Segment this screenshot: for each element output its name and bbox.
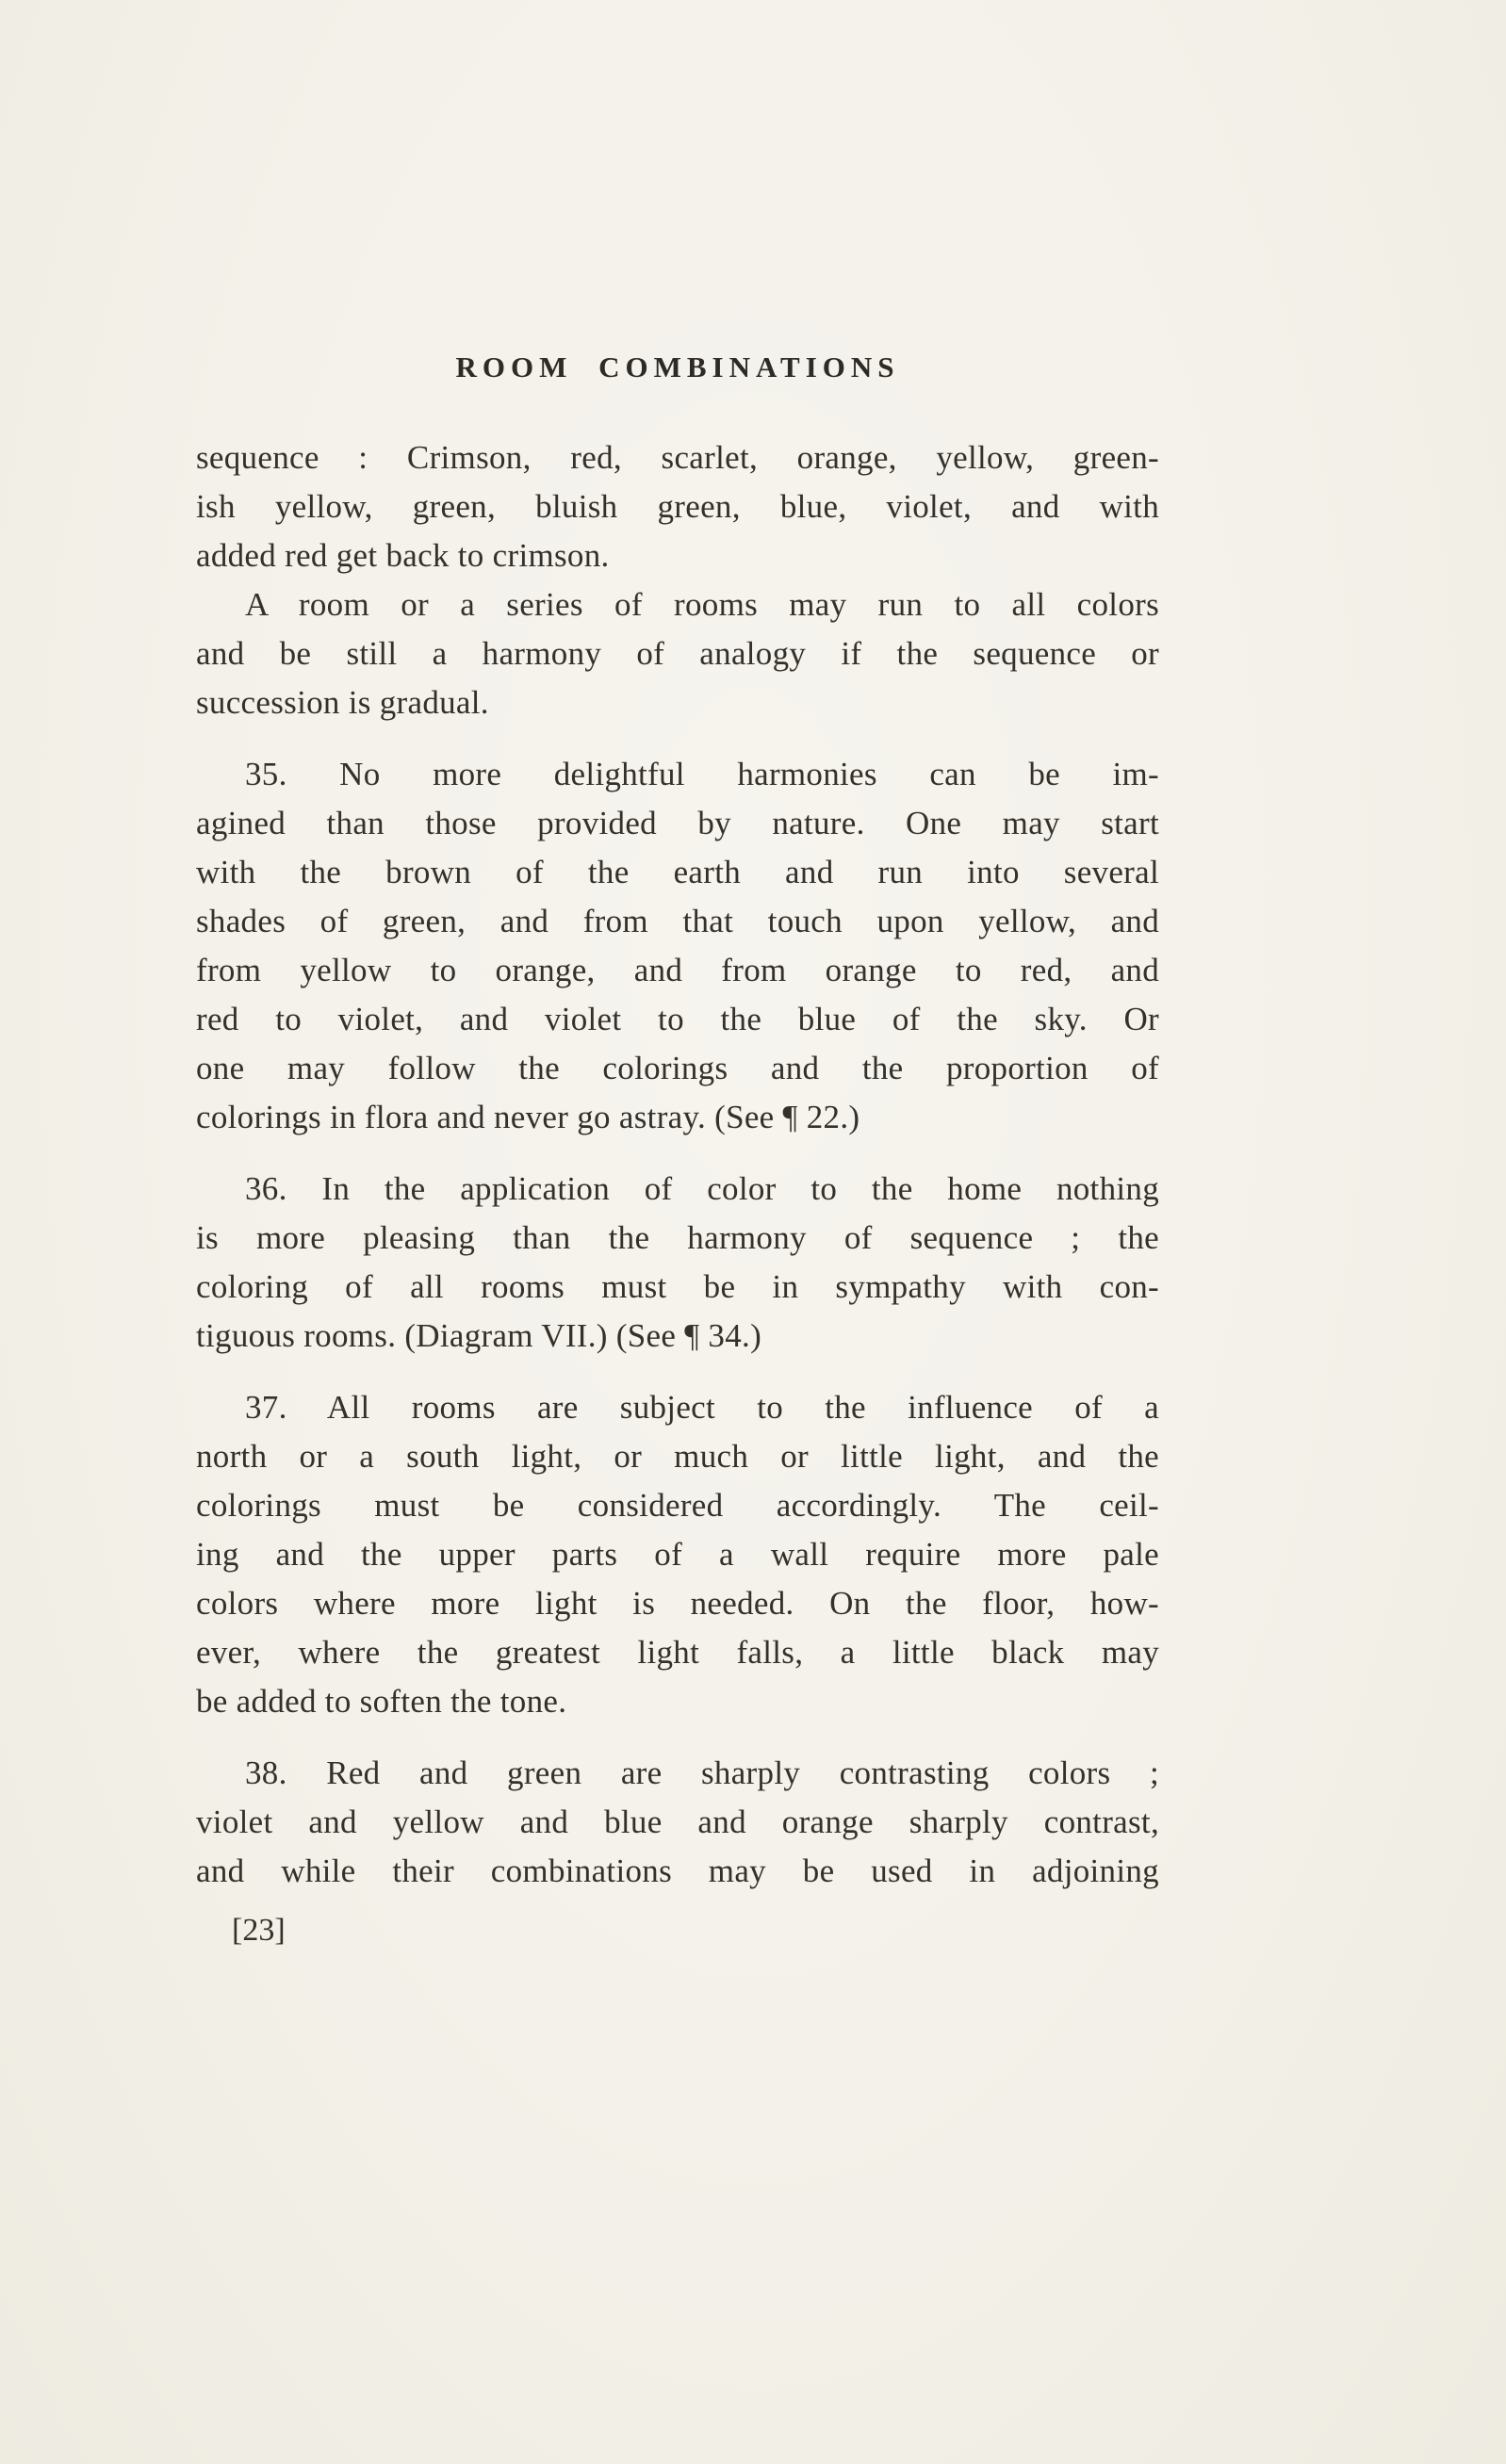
text-line: and while their combinations may be used in adjoining	[196, 1852, 1159, 1889]
paragraph	[196, 1165, 1159, 1361]
text-line: agined than those provided by nature. One may start	[196, 805, 1159, 841]
text-line: north or a south light, or much or little light, and the	[196, 1438, 1159, 1475]
text-line: from yellow to orange, and from orange to red, and	[196, 952, 1159, 988]
paragraph	[196, 580, 1159, 727]
text-line: ever, where the greatest light falls, a little black may	[196, 1634, 1159, 1671]
page-title: ROOM COMBINATIONS	[455, 351, 900, 383]
text-line: ish yellow, green, bluish green, blue, violet, and with	[196, 488, 1159, 525]
text-line: colors where more light is needed. On the floor, how-	[196, 1585, 1159, 1622]
text-line: be added to soften the tone.	[196, 1683, 567, 1720]
text-line: one may follow the colorings and the proportion of	[196, 1050, 1159, 1086]
paragraph	[196, 1383, 1159, 1726]
text-line: violet and yellow and blue and orange sharply contrast,	[196, 1803, 1159, 1840]
text-line: 35. No more delightful harmonies can be im-	[245, 756, 1159, 792]
text-line: 36. In the application of color to the home nothing	[245, 1170, 1159, 1207]
text-line: ing and the upper parts of a wall require more pale	[196, 1536, 1159, 1573]
text-block	[196, 351, 1159, 1949]
text-line: A room or a series of rooms may run to all colors	[245, 586, 1159, 623]
text-line: added red get back to crimson.	[196, 537, 610, 574]
text-line: shades of green, and from that touch upon yellow, and	[196, 903, 1159, 939]
text-line: red to violet, and violet to the blue of the sky. Or	[196, 1001, 1159, 1037]
text-line: 37. All rooms are subject to the influence of a	[245, 1389, 1159, 1426]
text-line: colorings must be considered accordingly. The ceil-	[196, 1487, 1159, 1524]
text-line: is more pleasing than the harmony of sequence ; the	[196, 1219, 1159, 1256]
paragraph	[196, 1749, 1159, 1896]
text-line: with the brown of the earth and run into several	[196, 854, 1159, 890]
paragraph	[196, 750, 1159, 1142]
text-line: colorings in flora and never go astray. (See ¶ 22.)	[196, 1099, 860, 1135]
text-line: 38. Red and green are sharply contrasting colors ;	[245, 1754, 1159, 1791]
text-line: succession is gradual.	[196, 684, 489, 721]
text-line: and be still a harmony of analogy if the sequence or	[196, 635, 1159, 672]
text-line: sequence : Crimson, red, scarlet, orange, yellow, green-	[196, 439, 1159, 476]
text-line: coloring of all rooms must be in sympathy with con-	[196, 1268, 1159, 1305]
paragraph	[196, 433, 1159, 580]
page-number: [23]	[232, 1913, 286, 1948]
text-line: tiguous rooms. (Diagram VII.) (See ¶ 34.)	[196, 1317, 762, 1354]
